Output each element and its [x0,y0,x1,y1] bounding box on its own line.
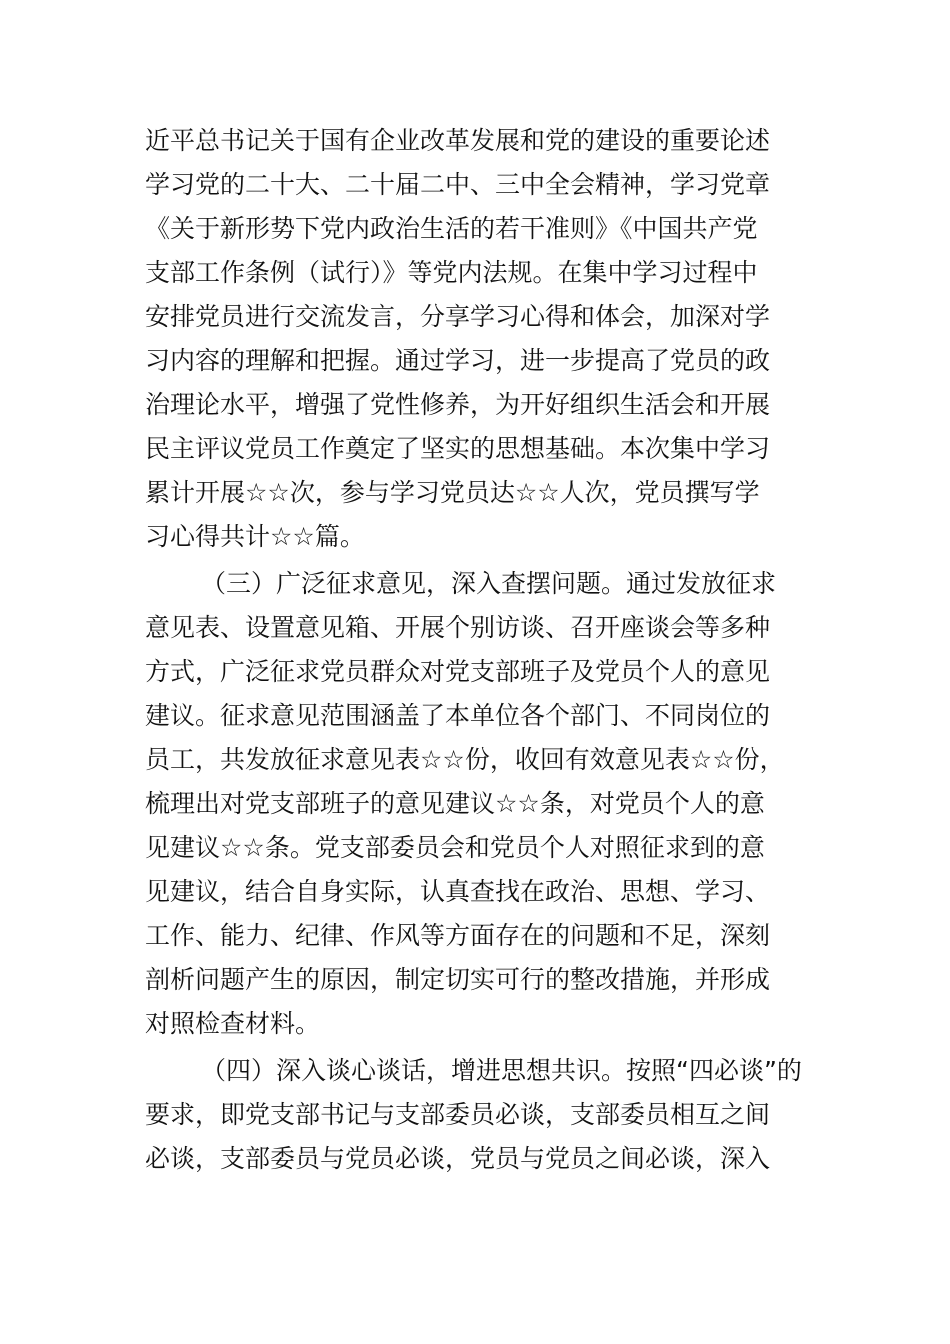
body-line-16: 梳理出对党支部班子的意见建议☆☆条，对党员个人的意 [145,789,765,818]
body-line-4: 支部工作条例（试行）》等党内法规。在集中学习过程中 [145,258,758,287]
body-line-5: 安排党员进行交流发言，分享学习心得和体会，加深对学 [145,302,771,331]
section-3-heading-line: （三）广泛征求意见，深入查摆问题。通过发放征求 [201,569,777,598]
body-line-12: 意见表、设置意见箱、开展个别访谈、召开座谈会等多种 [145,613,771,642]
body-line-13: 方式，广泛征求党员群众对党支部班子及党员个人的意见 [145,657,771,686]
body-line-19: 工作、能力、纪律、作风等方面存在的问题和不足，深刻 [145,921,771,950]
body-line-18: 见建议，结合自身实际，认真查找在政治、思想、学习、 [145,877,771,906]
body-line-17: 见建议☆☆条。党支部委员会和党员个人对照征求到的意 [145,833,765,862]
body-line-21: 对照检查材料。 [145,1009,321,1038]
body-line-8: 民主评议党员工作奠定了坚实的思想基础。本次集中学习 [145,434,771,463]
body-line-10: 习心得共计☆☆篇。 [145,522,365,551]
body-line-2: 学习党的二十大、二十届二中、三中全会精神，学习党章 [145,170,771,199]
body-line-9: 累计开展☆☆次，参与学习党员达☆☆人次，党员撰写学 [145,478,760,507]
body-line-6: 习内容的理解和把握。通过学习，进一步提高了党员的政 [145,346,771,375]
body-line-1: 近平总书记关于国有企业改革发展和党的建设的重要论述 [145,126,771,155]
body-line-3: 《关于新形势下党内政治生活的若干准则》《中国共产党 [145,214,758,243]
document-body [145,119,815,1181]
body-line-14: 建议。征求意见范围涵盖了本单位各个部门、不同岗位的 [145,701,771,730]
body-line-7: 治理论水平，增强了党性修养，为开好组织生活会和开展 [145,390,771,419]
section-4-heading-line: （四）深入谈心谈话，增进思想共识。按照“四必谈”的 [201,1056,802,1085]
body-line-15: 员工，共发放征求意见表☆☆份，收回有效意见表☆☆份， [145,745,785,774]
body-line-20: 剖析问题产生的原因，制定切实可行的整改措施，并形成 [145,965,771,994]
body-line-24: 必谈，支部委员与党员必谈，党员与党员之间必谈，深入 [145,1144,771,1173]
body-line-23: 要求，即党支部书记与支部委员必谈，支部委员相互之间 [145,1100,771,1129]
